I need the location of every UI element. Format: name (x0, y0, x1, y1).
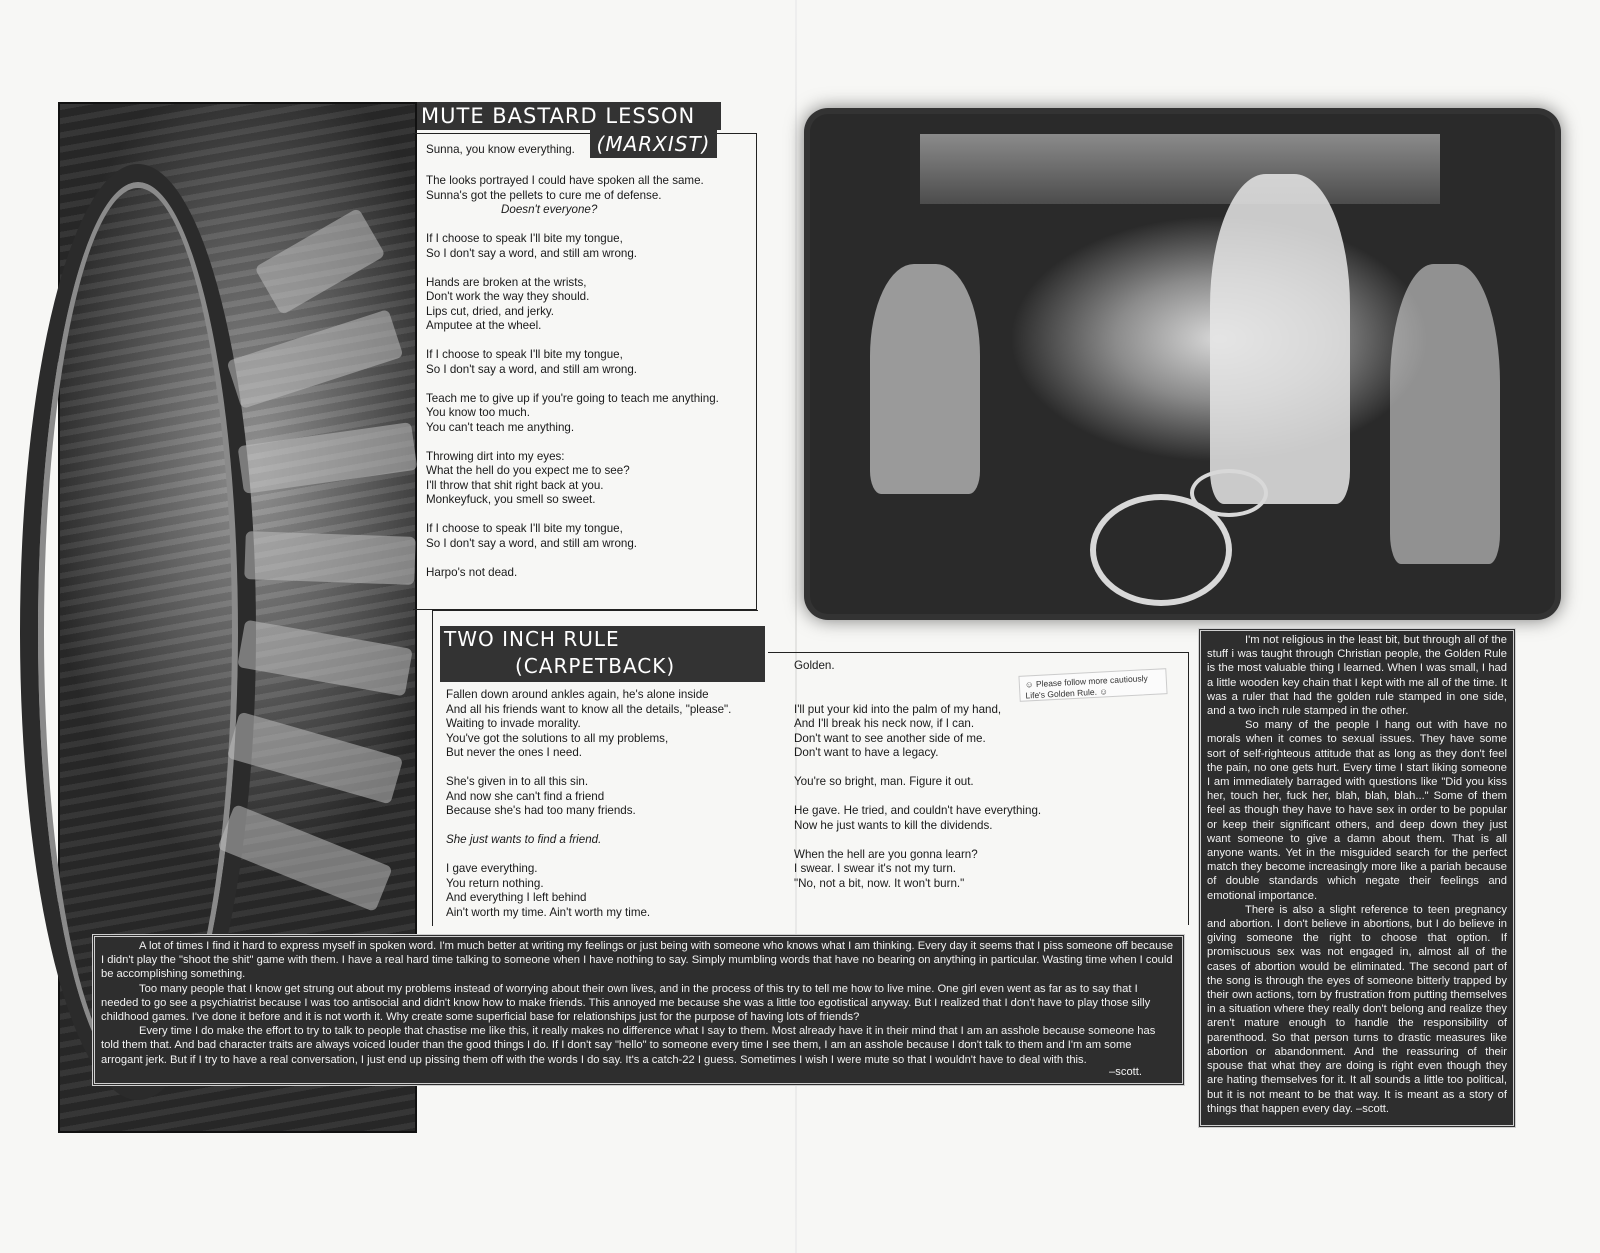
lyric-line: And everything I left behind (446, 891, 587, 904)
lyric-line: Teach me to give up if you're going to teach me anything. (426, 391, 719, 405)
tread-block (254, 208, 385, 316)
lyric-line: So I don't say a word, and still am wrong. (426, 362, 638, 376)
lyric-line: She's given in to all this sin. (446, 775, 589, 788)
lyric-line: I swear. I swear it's not my turn. (794, 862, 957, 875)
lyric-line: If I choose to speak I'll bite my tongue, (426, 232, 623, 245)
lyric-line: Because she's had too many friends. (446, 804, 636, 817)
lyric-line: Ain't worth my time. Ain't worth my time. (446, 905, 651, 919)
tread-block (244, 531, 416, 585)
lyric-line: Sunna's got the pellets to cure me of defense. (426, 188, 662, 202)
lyric-line: Throwing dirt into my eyes: (426, 449, 565, 463)
lyric-line: You return nothing. (446, 876, 544, 890)
lyric-line (794, 688, 1041, 703)
song2-lyrics-left (446, 688, 731, 920)
lyric-line (426, 508, 719, 523)
lyric-line: And now she can't find a friend (446, 789, 605, 803)
song1-title: MUTE BASTARD LESSON (417, 102, 721, 130)
lyric-line (426, 435, 719, 450)
tread-block (227, 712, 404, 805)
golden-rule-sticker: ☺ Please follow more cautiously Life's Golden Rule. ☺ (1018, 668, 1167, 702)
lyric-line: I'll throw that shit right back at you. (426, 478, 604, 492)
lyric-line: And all his friends want to know all the details, "please". (446, 702, 732, 716)
song1-intro: Sunna, you know everything. (426, 143, 575, 156)
band-photo (810, 114, 1555, 614)
lyric-line: If I choose to speak I'll bite my tongue, (426, 348, 623, 361)
essay-paragraph: Too many people that I know get strung out about my problems instead of worrying about their own lives, and in the process of this try to tell me how to live mine. One girl even went as far as to say that I needed to go see a psychiatrist because I was too antisocial and didn't know how to make friends. This annoyed me because she was a little too egotistical anyway. But I realized that I don't have to play those silly childhood games. I've done it before and it is not worth it. Why create some superficial base for relationships just for the purpose of having lots of friends? (101, 982, 1151, 1024)
lyric-line: What the hell do you expect me to see? (426, 464, 630, 477)
tom-drum (1190, 469, 1268, 517)
lyric-line: I gave everything. (446, 862, 538, 875)
song1-lyrics (426, 174, 719, 580)
lyric-line: Don't work the way they should. (426, 290, 590, 303)
essay-right (1198, 628, 1516, 1128)
guitarist-right-figure (1390, 264, 1500, 564)
photo-ceiling (920, 134, 1440, 204)
lyric-line: Don't want to have a legacy. (794, 746, 939, 759)
song2-band: (CARPETBACK) (515, 654, 676, 678)
lyric-line: When the hell are you gonna learn? (794, 847, 978, 861)
lyric-line (426, 218, 719, 233)
essay-bottom (92, 934, 1185, 1086)
lyric-line (794, 833, 1041, 848)
song2-lyrics-right (794, 659, 1041, 891)
essay-signature: –scott. (1109, 1065, 1142, 1078)
lyric-line: Now he just wants to kill the dividends. (794, 818, 993, 832)
bassist-figure (870, 264, 980, 494)
lyric-line: Harpo's not dead. (426, 565, 518, 579)
lyric-line (426, 377, 719, 392)
essay-paragraph: A lot of times I find it hard to express myself in spoken word. I'm much better at writing my feelings or just being with someone who knows what I am thinking. Every day it seems that I piss someone off because I didn't play the "shoot the shit" game with them. I have a real hard time talking to someone when I have nothing to say. Simply mumbling words that have no bearing on anything in particular. Wasting time when I could be accomplishing something. (101, 940, 1174, 981)
tread-block (217, 804, 393, 912)
lyric-line: Waiting to invade morality. (446, 717, 581, 730)
lyric-line: Hands are broken at the wrists, (426, 275, 587, 289)
tread-block (226, 309, 403, 409)
essay-paragraph: Every time I do make the effort to try to talk to people that chastise me like this, it really makes no difference what I say to them. Most already have it in their mind that I am an asshole because someone has told them that. And bad character traits are always voiced louder than the good things I do. If I don't say "hello" to someone every time I see them, I am an asshole because I don't talk to them and I'm am some arrogant jerk. But if I try to have a real conversation, I just end up pissing them off with the words I do say. It's a catch-22 I guess. Sometimes I wish I were mute so that I wouldn't have to deal with this. (101, 1025, 1156, 1066)
song1-band: (MARXIST) (590, 130, 717, 158)
tread-block (237, 620, 413, 697)
song2-title-box (440, 626, 765, 682)
lyric-line: But never the ones I need. (446, 746, 583, 759)
song2-title: TWO INCH RULE (444, 627, 620, 651)
lyric-line: She just wants to find a friend. (446, 833, 602, 846)
lyric-line: He gave. He tried, and couldn't have everything. (794, 804, 1042, 817)
lyric-line: Lips cut, dried, and jerky. (426, 304, 555, 318)
lyric-line: Don't want to see another side of me. (794, 731, 986, 745)
lyric-line: Amputee at the wheel. (426, 319, 542, 332)
lyric-line (446, 761, 731, 776)
lyric-line (426, 334, 719, 349)
lyric-line (794, 790, 1041, 805)
lyric-line: If I choose to speak I'll bite my tongue, (426, 522, 623, 535)
lyric-line: And I'll break his neck now, if I can. (794, 717, 975, 730)
lyric-line (426, 551, 719, 566)
tread-block (238, 422, 418, 494)
essay-paragraph: I'm not religious in the least bit, but through all of the stuff i was taught through Christian people, the Golden Rule is the most valuable thing I learned. When I was small, I had a little wooden key chain that I kept with me all of the time. It was a ruler that had the golden rule stamped in one side, and a two inch rule stamped in the other. (1207, 634, 1507, 718)
lyric-line (794, 761, 1041, 776)
guitarist-figure (1210, 174, 1350, 504)
lyric-line (446, 819, 731, 834)
lyric-line: Monkeyfuck, you smell so sweet. (426, 493, 596, 506)
lyric-line (794, 674, 1041, 689)
lyric-line: The looks portrayed I could have spoken all the same. (426, 174, 704, 187)
lyric-line (446, 848, 731, 863)
lyric-line: You've got the solutions to all my problems, (446, 731, 669, 745)
essay-paragraph: There is also a slight reference to teen pregnancy and abortion. I don't believe in abortions, but I do believe in giving someone the right to choose that option. If promiscuous sex was not engaged in, almost all of the cases of abortion would be eliminated. The second part of the song is through the eyes of someone bitterly trapped by their own actions, torn by frustration from putting themselves in a situation where they really don't belong and realize they aren't mature enough to handle the responsibility of parenthood. So that person turns to drastic measures like abortion or abandonment. And the reassuring of their spouse that what they are doing is right even though they are hating themselves for it. It all sounds a little too political, but it is not meant to be that way. It is meant as a story of things that happen every day. –scott. (1207, 903, 1507, 1115)
lyric-line: Doesn't everyone? (501, 203, 598, 216)
lyric-line: So I don't say a word, and still am wrong. (426, 246, 638, 260)
lyric-line: You can't teach me anything. (426, 420, 575, 434)
lyric-line: You're so bright, man. Figure it out. (794, 775, 974, 788)
lyric-line (426, 261, 719, 276)
essay-paragraph: So many of the people I hang out with have no morals when it comes to sexual issues. They have some sort of self-righteous attitude that as long as they don't feel the pain, no one gets hurt. Every time I start liking someone I am immediately barraged with questions like "Did you kiss her, touch her, fuck her, blah, blah, blah..." Some of them feel as though they have to have sex in order to be popular or keep their significant others, and deep down they just want someone to give a damn about them. That is all anyone wants. Yet in the misguided search for the perfect match they become increasingly more like a pariah because of double standards which negate their feelings and emotional importance. (1207, 719, 1507, 902)
lyric-line: Fallen down around ankles again, he's alone inside (446, 688, 709, 701)
lyric-line: So I don't say a word, and still am wrong. (426, 536, 638, 550)
lyric-line: "No, not a bit, now. It won't burn." (794, 876, 965, 890)
lyric-line: Golden. (794, 659, 835, 672)
lyric-line: You know too much. (426, 406, 530, 419)
lyric-line: I'll put your kid into the palm of my hand, (794, 702, 1002, 716)
